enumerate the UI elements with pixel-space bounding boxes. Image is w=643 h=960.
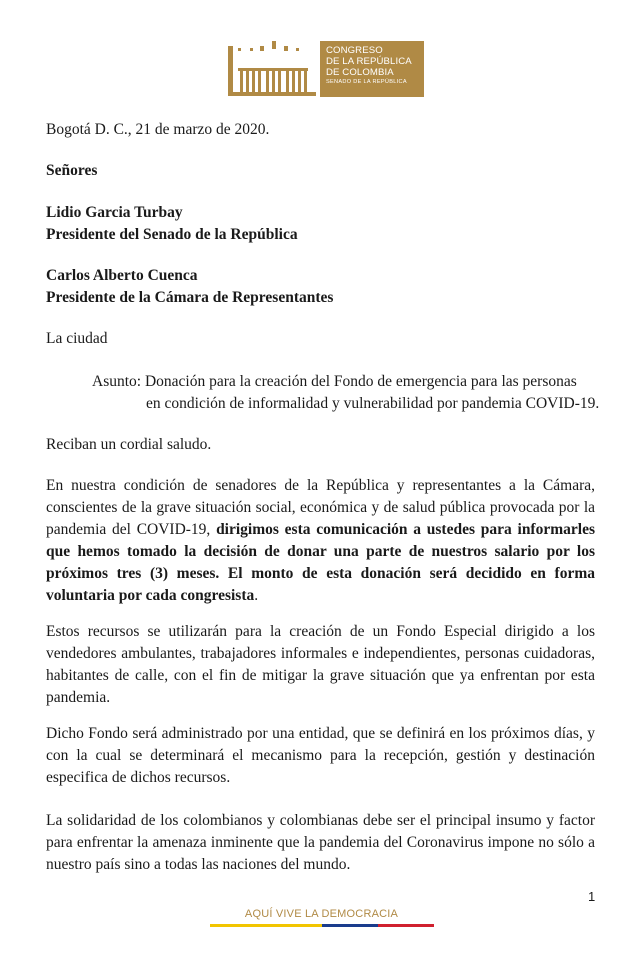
paragraph-1-bold-text: dirigimos esta comunicación a ustedes para informarles que hemos tomado la decisión de donar una parte de nuestros salario por los próximos tres (3) meses. El monto de esta donación será decidido en forma voluntaria por cada congresista bbox=[46, 521, 595, 604]
flag-yellow-stripe bbox=[210, 924, 322, 927]
flag-red-stripe bbox=[378, 924, 434, 927]
recipient2-title: Presidente de la Cámara de Representantes bbox=[46, 289, 334, 306]
greeting: Reciban un cordial saludo. bbox=[46, 436, 212, 453]
paragraph-2: Estos recursos se utilizarán para la creación de un Fondo Especial dirigido a los vendedores ambulantes, trabajadores informales e independientes, personas cuidadoras, habitantes de calle, con el fin de mitigar la grave situación que ya enfrentan por esta pandemia. bbox=[46, 623, 595, 706]
letter-date: Bogotá D. C., 21 de marzo de 2020. bbox=[46, 121, 270, 138]
colombia-flag-stripe bbox=[210, 924, 434, 927]
paragraph-1 bbox=[46, 475, 595, 607]
congress-logo bbox=[228, 38, 424, 100]
paragraph-4: La solidaridad de los colombianos y colombianas debe ser el principal insumo y factor para enfrentar la amenaza inminente que la pandemia del Coronavirus impone no sólo a nuestro país sino a todas las naciones del mundo. bbox=[46, 812, 595, 873]
logo-text-box bbox=[320, 41, 424, 97]
salutation: Señores bbox=[46, 162, 98, 179]
recipient1-title: Presidente del Senado de la República bbox=[46, 226, 298, 243]
subject-line-1: Asunto: Donación para la creación del Fondo de emergencia para las personas bbox=[92, 373, 577, 390]
logo-subtitle: SENADO DE LA REPÚBLICA bbox=[326, 79, 407, 85]
paragraph-1-end: . bbox=[254, 587, 259, 604]
subject-line-2: en condición de informalidad y vulnerabilidad por pandemia COVID-19. bbox=[146, 395, 600, 412]
flag-blue-stripe bbox=[322, 924, 378, 927]
paragraph-3: Dicho Fondo será administrado por una entidad, que se definirá en los próximos días, y con la cual se determinará el mecanismo para la recepción, gestión y destinación especifica de dichos recursos. bbox=[46, 725, 595, 786]
logo-line-2: DE LA REPÚBLICA bbox=[326, 56, 412, 67]
page-number: 1 bbox=[588, 889, 596, 904]
logo-line-3: DE COLOMBIA bbox=[326, 67, 394, 78]
logo-line-1: CONGRESO bbox=[326, 45, 383, 56]
recipient2-name: Carlos Alberto Cuenca bbox=[46, 267, 198, 284]
footer-slogan: AQUÍ VIVE LA DEMOCRACIA bbox=[244, 908, 399, 920]
recipient1-name: Lidio Garcia Turbay bbox=[46, 204, 183, 221]
paragraph-1-text: En nuestra condición de senadores de la República y representantes a la Cámara, conscientes de la grave situación social, económica y de salud pública provocada por la pandemia del COVID-19, bbox=[46, 477, 595, 538]
capitol-building-icon bbox=[228, 38, 318, 100]
city-line: La ciudad bbox=[46, 330, 108, 347]
